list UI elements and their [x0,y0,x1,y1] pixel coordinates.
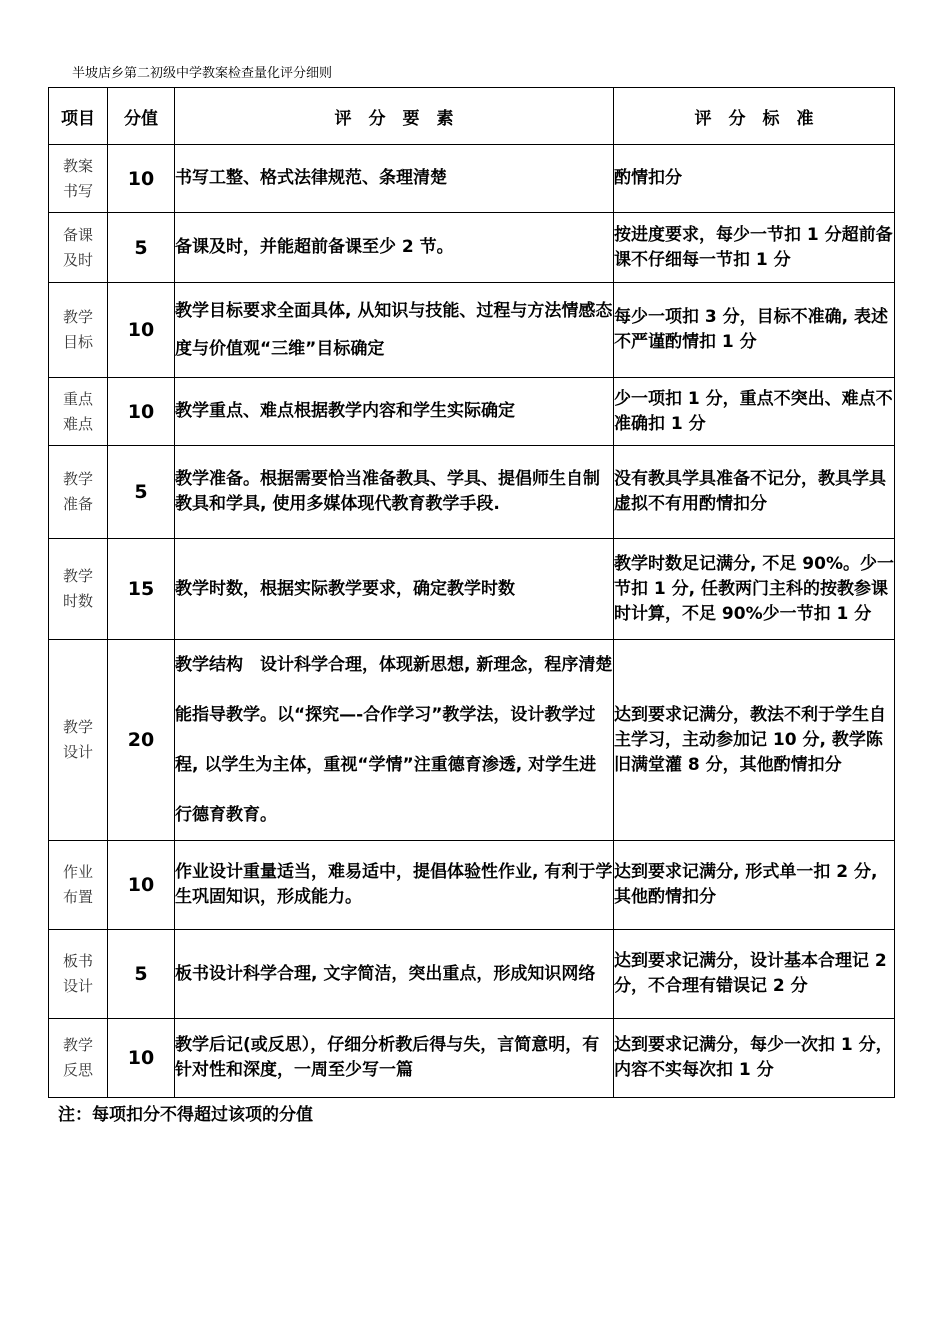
table-row [49,1019,895,1098]
table-row [49,930,895,1019]
item-cell [49,640,108,841]
footnote: 注：每项扣分不得超过该项的分值 [58,1105,313,1125]
requirement-cell: 教学重点、难点根据教学内容和学生实际确定 [175,378,614,446]
requirement-cell: 教学准备。根据需要恰当准备教具、学具、提倡师生自制教具和学具, 使用多媒体现代教育教学手段. [175,446,614,539]
item-label-line2: 目标 [62,333,93,351]
scoring-table [48,87,895,1098]
item-cell [49,446,108,539]
item-label-line1: 重点 [62,389,93,408]
header-score: 分值 [108,88,175,145]
standard-cell: 酌情扣分 [614,145,895,213]
item-cell [49,1019,108,1098]
score-cell: 15 [108,539,175,640]
table-row [49,145,895,213]
standard-cell: 没有教具学具准备不记分，教具学具虚拟不有用酌情扣分 [614,446,895,539]
item-cell [49,145,108,213]
standard-cell: 达到要求记满分，设计基本合理记 2 分，不合理有错误记 2 分 [614,930,895,1019]
standard-cell: 少一项扣 1 分，重点不突出、难点不准确扣 1 分 [614,378,895,446]
item-label-line2: 设计 [62,743,93,761]
table-row [49,640,895,841]
item-label-line1: 教案 [62,156,93,175]
requirement-cell: 教学后记(或反思），仔细分析教后得与失，言简意明，有针对性和深度，一周至少写一篇 [175,1019,614,1098]
item-cell [49,841,108,930]
score-cell: 5 [108,930,175,1019]
item-label-line2: 难点 [62,414,93,433]
standard-cell: 达到要求记满分，教法不利于学生自主学习，主动参加记 10 分, 教学陈旧满堂灌 8 分，其他酌情扣分 [614,640,895,841]
table-row [49,283,895,378]
score-cell: 20 [108,640,175,841]
score-cell: 10 [108,1019,175,1098]
requirement-cell: 书写工整、格式法律规范、条理清楚 [175,145,614,213]
item-label-line2: 及时 [62,250,93,269]
standard-cell: 达到要求记满分, 形式单一扣 2 分, 其他酌情扣分 [614,841,895,930]
table-row [49,539,895,640]
item-label-line2: 书写 [62,181,93,200]
score-cell: 10 [108,283,175,378]
header-requirements: 评 分 要 素 [175,88,614,145]
score-cell: 10 [108,145,175,213]
item-cell [49,378,108,446]
item-label-line1: 教学 [62,718,93,736]
requirement-cell: 教学目标要求全面具体, 从知识与技能、过程与方法情感态度与价值观“三维”目标确定 [175,283,614,378]
requirement-cell: 教学时数，根据实际教学要求，确定教学时数 [175,539,614,640]
requirement-cell: 板书设计科学合理, 文字简洁，突出重点，形成知识网络 [175,930,614,1019]
requirement-cell: 教学结构 设计科学合理，体现新思想, 新理念，程序清楚能指导教学。以“探究—-合作学习”教学法，设计教学过程, 以学生为主体，重视“学情”注重德育渗透, 对学生进行德育教育。 [175,640,614,841]
header-standard: 评 分 标 准 [614,88,895,145]
requirement-cell: 作业设计重量适当，难易适中，提倡体验性作业, 有利于学生巩固知识，形成能力。 [175,841,614,930]
table-row [49,841,895,930]
standard-cell: 教学时数足记满分, 不足 90%。少一节扣 1 分, 任教两门主科的按教参课时计算，不足 90%少一节扣 1 分 [614,539,895,640]
score-cell: 10 [108,378,175,446]
standard-cell: 每少一项扣 3 分，目标不准确, 表述不严谨酌情扣 1 分 [614,283,895,378]
score-cell: 5 [108,446,175,539]
item-label-line1: 作业 [62,863,93,881]
item-label-line2: 布置 [62,888,93,906]
item-label-line2: 反思 [62,1061,93,1079]
item-label-line1: 备课 [62,225,93,244]
table-row [49,446,895,539]
score-cell: 5 [108,213,175,283]
item-cell [49,213,108,283]
standard-cell: 按进度要求，每少一节扣 1 分超前备课不仔细每一节扣 1 分 [614,213,895,283]
item-label-line1: 教学 [62,308,93,326]
table-row [49,378,895,446]
item-label-line2: 设计 [62,977,93,995]
item-cell [49,283,108,378]
item-label-line1: 板书 [62,952,93,970]
header-item: 项目 [49,88,108,145]
requirement-cell: 备课及时，并能超前备课至少 2 节。 [175,213,614,283]
item-label-line2: 时数 [62,592,93,610]
score-cell: 10 [108,841,175,930]
item-label-line1: 教学 [62,1036,93,1054]
header-row [49,88,895,145]
standard-cell: 达到要求记满分，每少一次扣 1 分，内容不实每次扣 1 分 [614,1019,895,1098]
item-label-line1: 教学 [62,567,93,585]
item-label-line2: 准备 [62,495,93,513]
item-cell [49,539,108,640]
table-row [49,213,895,283]
item-label-line1: 教学 [62,470,93,488]
item-cell [49,930,108,1019]
document-title: 半坡店乡第二初级中学教案检查量化评分细则 [72,66,333,81]
